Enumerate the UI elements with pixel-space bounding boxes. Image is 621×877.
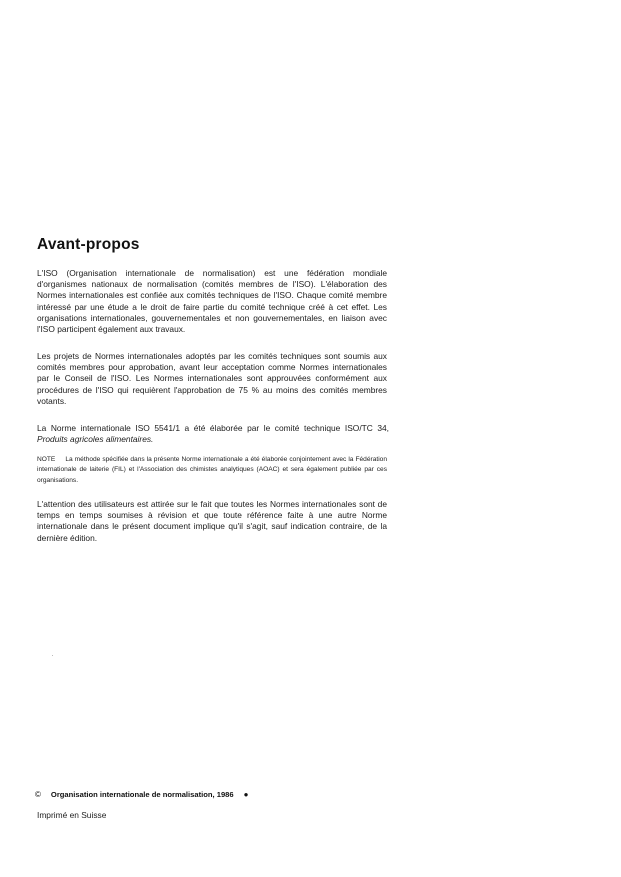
scan-speck	[52, 655, 53, 656]
printed-in: Imprimé en Suisse	[37, 810, 107, 820]
paragraph-approval: Les projets de Normes internationales adoptés par les comités techniques sont soumis aux comités membres pour approbation, avant leur acceptation comme Normes internationales par le Conseil de l'ISO. Les Normes internationales sont approuvées conformément aux procédures de l'ISO qui requièrent l'approbation de 75 % au moins des comités membres votants.	[37, 351, 387, 406]
page-title: Avant-propos	[37, 236, 140, 253]
committee-title: Produits agricoles alimentaires.	[37, 434, 154, 445]
footer-copyright	[35, 790, 248, 799]
committee-text: La Norme internationale ISO 5541/1 a été élaborée par le comité technique ISO/TC 34,	[37, 423, 389, 433]
paragraph-committee	[37, 423, 389, 445]
copyright-text: Organisation internationale de normalisation, 1986	[50, 790, 234, 799]
paragraph-revision: L'attention des utilisateurs est attirée sur le fait que toutes les Normes internationales sont de temps en temps soumises à révision et que toute référence faite à une autre Norme internationale dans le présent document implique qu'il s'agit, sauf indication contraire, de la dernière édition.	[37, 499, 387, 543]
copyright-icon: ©	[35, 790, 41, 799]
note-block	[37, 455, 387, 486]
paragraph-iso-intro: L'ISO (Organisation internationale de normalisation) est une fédération mondiale d'organismes nationaux de normalisation (comités membres de l'ISO). L'élaboration des Normes internationales est confiée aux comités techniques de l'ISO. Chaque comité membre intéressé par une étude a le droit de faire partie du comité technique créé à cet effet. Les organisations internationales, gouvernementales et non gouvernementales, en liaison avec l'ISO participent également aux travaux.	[37, 268, 387, 335]
bullet-icon: ●	[243, 790, 249, 799]
note-label: NOTE	[37, 456, 56, 463]
note-text: La méthode spécifiée dans la présente Norme internationale a été élaborée conjointement avec la Fédération internationale de laiterie (FIL) et l'Association des chimistes analytiques (AOAC) et sera également publiée par ces organisations.	[37, 456, 387, 484]
